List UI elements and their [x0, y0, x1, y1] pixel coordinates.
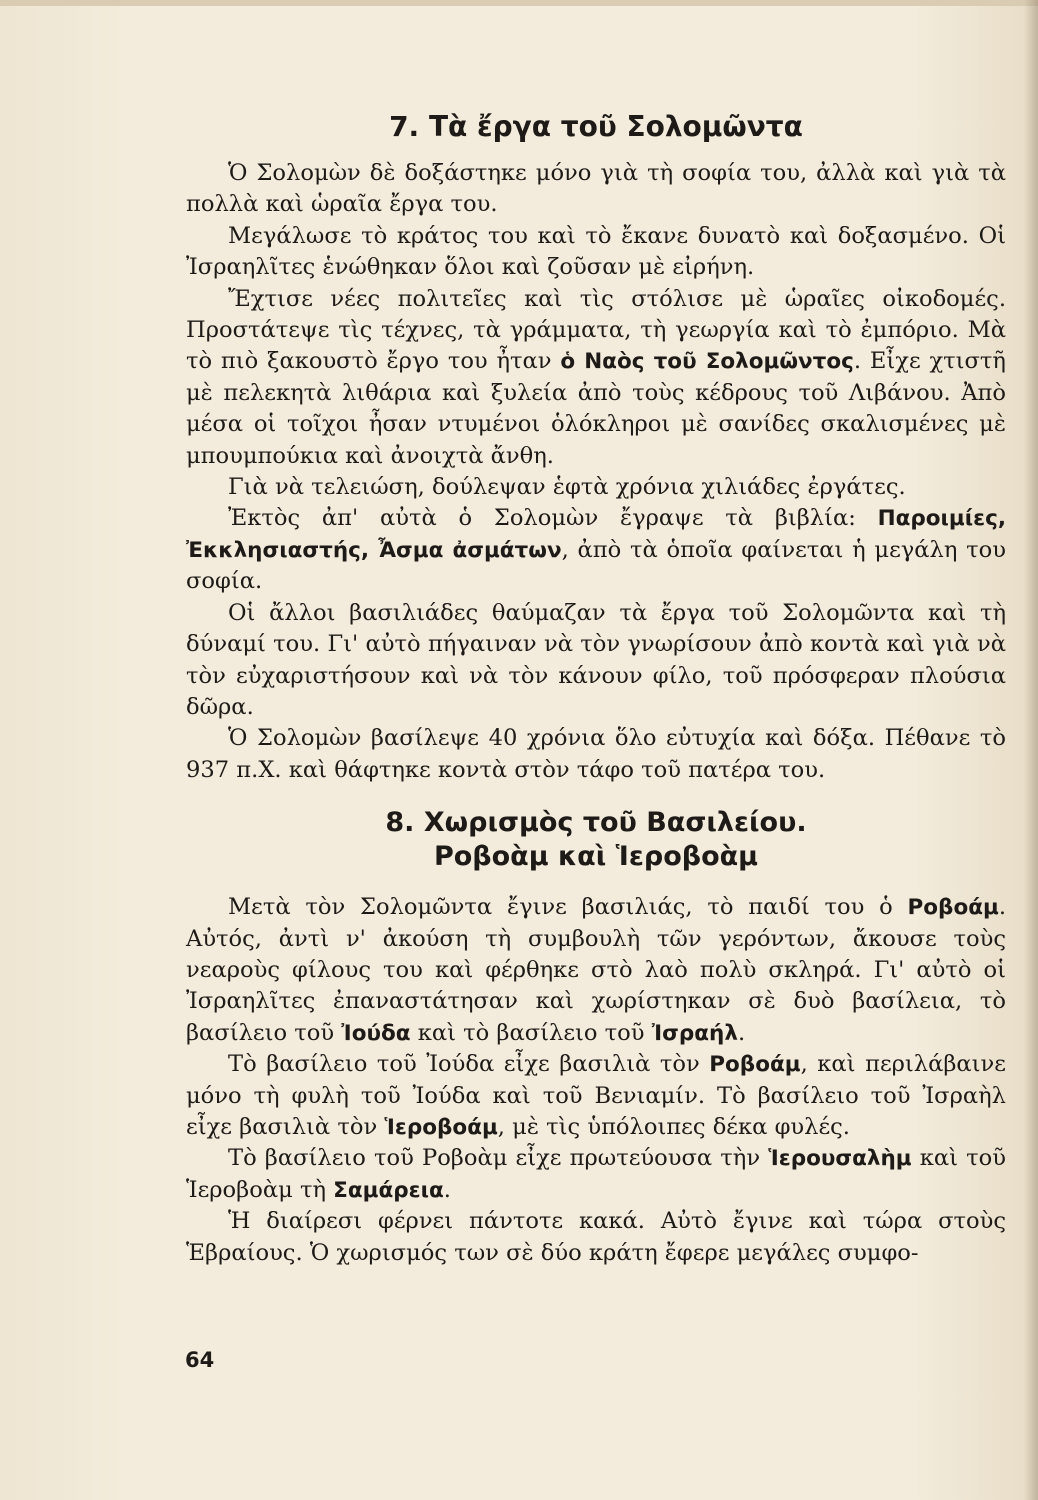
paragraph: Μεγάλωσε τὸ κράτος του καὶ τὸ ἔκανε δυνατὸ καὶ δοξασμένο. Οἱ Ἰσραηλῖτες ἑνώθηκαν ὅλοι καὶ ζοῦσαν μὲ εἰρήνη. — [186, 222, 1006, 281]
page-binding-shadow — [1024, 0, 1038, 1500]
paragraph: Τὸ βασίλειο τοῦ Ροβοὰμ εἶχε πρωτεύουσα τὴν Ἱερουσαλὴμ καὶ τοῦ Ἱεροβοὰμ τὴ Σαμάρεια. — [186, 1145, 1006, 1203]
section-7-title: 7. Τὰ ἔργα τοῦ Σολομῶντα — [389, 110, 803, 143]
paragraph: Ἡ διαίρεσι φέρνει πάντοτε κακά. Αὐτὸ ἔγινε καὶ τώρα στοὺς Ἑβραίους. Ὁ χωρισμός των σὲ δύο κράτη ἔφερε μεγάλες συμφο- — [186, 1208, 1006, 1266]
paragraph: Ἐκτὸς ἀπ' αὐτὰ ὁ Σολομὼν ἔγραψε τὰ βιβλία: Παροιμίες, Ἐκκλησιαστής, Ἆσμα ἀσμάτων, ἀπὸ τὰ ὁποῖα φαίνεται ἡ μεγάλη του σοφία. — [186, 505, 1006, 595]
page-number: 64 — [185, 1348, 215, 1372]
paragraph: Τὸ βασίλειο τοῦ Ἰούδα εἶχε βασιλιὰ τὸν Ροβοάμ, καὶ περιλάβαινε μόνο τὴ φυλὴ τοῦ Ἰούδα καὶ τοῦ Βενιαμίν. Τὸ βασίλειο τοῦ Ἰσραὴλ εἶχε βασιλιὰ τὸν Ἱεροβοάμ, μὲ τὶς ὑπόλοιπες δέκα φυλές. — [186, 1051, 1006, 1140]
paragraph: Ὁ Σολομὼν δὲ δοξάστηκε μόνο γιὰ τὴ σοφία του, ἀλλὰ καὶ γιὰ τὰ πολλὰ καὶ ὡραῖα ἔργα του. — [186, 160, 1006, 218]
paragraph: Ἔχτισε νέες πολιτεῖες καὶ τὶς στόλισε μὲ ὡραῖες οἰκοδομές. Προστάτεψε τὶς τέχνες, τὰ γράμματα, τὴ γεωργία καὶ τὸ ἐμπόριο. Μὰ τὸ πιὸ ξακουστὸ ἔργο του ἦταν ὁ Ναὸς τοῦ Σολομῶντος. Εἶχε χτιστῆ μὲ πελεκητὰ λιθάρια καὶ ξυλεία ἀπὸ τοὺς κέδρους τοῦ Λιβάνου. Ἀπὸ μέσα οἱ τοῖχοι ἦσαν ντυμένοι ὁλόκληροι μὲ σανίδες σκαλισμένες μὲ μπουμπούκια καὶ ἀνοιχτὰ ἄνθη. — [186, 285, 1006, 469]
page-content — [186, 108, 1006, 1269]
paragraph: Μετὰ τὸν Σολομῶντα ἔγινε βασιλιάς, τὸ παιδί του ὁ Ροβοάμ. Αὐτός, ἀντὶ ν' ἀκούση τὴ συμβουλὴ τῶν γερόντων, ἄκουσε τοὺς νεαροὺς φίλους του καὶ φέρθηκε στὸ λαὸ πολὺ σκληρά. Γι' αὐτὸ οἱ Ἰσραηλῖτες ἐπαναστάτησαν καὶ χωρίστηκαν σὲ δυὸ βασίλεια, τὸ βασίλειο τοῦ Ἰούδα καὶ τὸ βασίλειο τοῦ Ἰσραήλ. — [186, 894, 1006, 1046]
paragraph: Ὁ Σολομὼν βασίλεψε 40 χρόνια ὅλο εὐτυχία καὶ δόξα. Πέθανε τὸ 937 π.Χ. καὶ θάφτηκε κοντὰ στὸν τάφο τοῦ πατέρα του. — [186, 725, 1006, 783]
paragraph: Οἱ ἄλλοι βασιλιάδες θαύμαζαν τὰ ἔργα τοῦ Σολομῶντα καὶ τὴ δύναμί του. Γι' αὐτὸ πήγαιναν νὰ τὸν γνωρίσουν ἀπὸ κοντὰ καὶ γιὰ νὰ τὸν εὐχαριστήσουν καὶ νὰ τὸν κάνουν φίλο, τοῦ πρόσφεραν πλούσια δῶρα. — [186, 599, 1006, 720]
section-8-title: 8. Χωρισμὸς τοῦ Βασιλείου. Ροβοὰμ καὶ Ἱεροβοὰμ — [385, 807, 807, 873]
paragraph: Γιὰ νὰ τελειώση, δούλεψαν ἑφτὰ χρόνια χιλιάδες ἐργάτες. — [228, 474, 906, 501]
page-top-edge — [0, 0, 1038, 6]
